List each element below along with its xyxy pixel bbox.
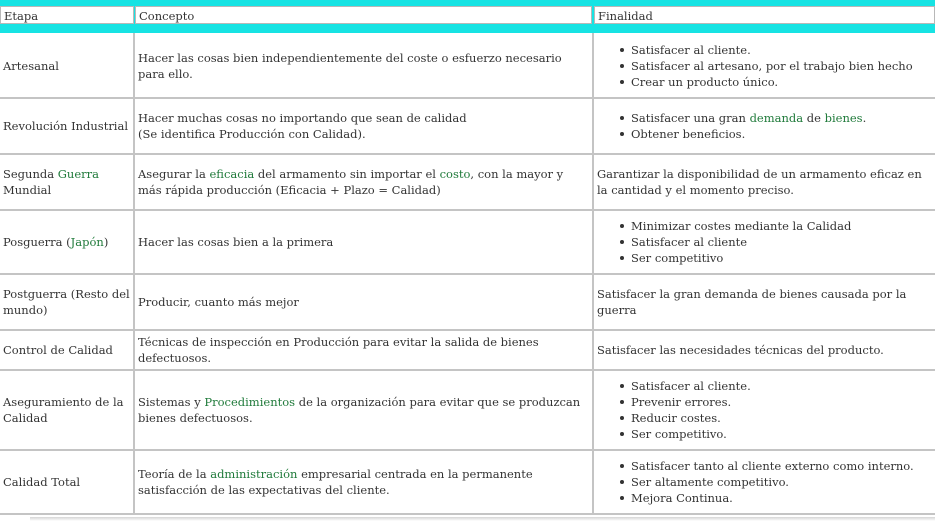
text: . bbox=[862, 111, 867, 125]
cell-concepto: Hacer las cosas bien a la primera bbox=[138, 235, 334, 249]
text: Mundial bbox=[3, 183, 52, 197]
text: Teoría de la bbox=[138, 467, 211, 481]
list-item bbox=[631, 110, 866, 126]
link-costo[interactable]: costo bbox=[439, 167, 471, 181]
list-item: Satisfacer al cliente bbox=[631, 234, 851, 250]
cell-etapa: Calidad Total bbox=[3, 475, 81, 489]
text: Asegurar la bbox=[138, 167, 210, 181]
cell-finalidad bbox=[594, 451, 935, 513]
cell-concepto: Técnicas de inspección en Producción para evitar la salida de bienes defectuosos. bbox=[138, 335, 539, 365]
list-item: Satisfacer tanto al cliente externo como interno. bbox=[631, 459, 914, 473]
concepto-line: Hacer muchas cosas no importando que sean de calidad bbox=[138, 111, 467, 125]
link-demanda[interactable]: demanda bbox=[749, 111, 804, 125]
link-bienes[interactable]: bienes bbox=[824, 111, 863, 125]
header-finalidad: Finalidad bbox=[594, 6, 935, 24]
link-eficacia[interactable]: eficacia bbox=[209, 167, 255, 181]
cell-etapa bbox=[0, 211, 133, 273]
cell-finalidad: Garantizar la disponibilidad de un armamento eficaz en la cantidad y el momento preciso. bbox=[597, 167, 922, 197]
list-item: Satisfacer al cliente. bbox=[631, 42, 913, 58]
link-procedimientos[interactable]: Procedimientos bbox=[204, 395, 296, 409]
cell-etapa: Postguerra (Resto del mundo) bbox=[3, 287, 130, 317]
list-item: Ser competitivo. bbox=[631, 426, 751, 442]
list-item: Minimizar costes mediante la Calidad bbox=[631, 219, 852, 233]
list-item: Reducir costes. bbox=[631, 410, 751, 426]
cell-concepto bbox=[135, 155, 592, 209]
cell-finalidad bbox=[594, 211, 935, 273]
cell-etapa: Aseguramiento de la Calidad bbox=[3, 395, 124, 425]
text: del armamento sin importar el bbox=[254, 167, 440, 181]
link-administracion[interactable]: administración bbox=[210, 467, 298, 481]
text: empresarial centrada en la permanente satisfacción de las expectativas del cliente. bbox=[138, 467, 533, 497]
table-bottom-shadow bbox=[30, 517, 935, 521]
cell-finalidad: Satisfacer las necesidades técnicas del producto. bbox=[597, 343, 884, 357]
cell-concepto: Hacer las cosas bien independientemente del coste o esfuerzo necesario para ello. bbox=[138, 51, 562, 81]
cell-finalidad bbox=[594, 371, 935, 449]
text: , con la mayor y más rápida producción (Eficacia + Plazo = Calidad) bbox=[138, 167, 564, 197]
list-item: Satisfacer al cliente. bbox=[631, 379, 751, 393]
list-item: Crear un producto único. bbox=[631, 74, 913, 90]
header-etapa: Etapa bbox=[0, 6, 134, 24]
cell-etapa bbox=[0, 155, 133, 209]
cell-concepto bbox=[135, 371, 592, 449]
link-guerra[interactable]: Guerra bbox=[57, 167, 99, 181]
cell-concepto bbox=[135, 451, 592, 513]
text: Sistemas y bbox=[138, 395, 205, 409]
text: de la organización para evitar que se produzcan bienes defectuosos. bbox=[138, 395, 581, 425]
text: de bbox=[803, 111, 825, 125]
header-concepto: Concepto bbox=[135, 6, 592, 24]
list-item: Ser altamente competitivo. bbox=[631, 474, 914, 490]
cell-concepto bbox=[135, 99, 592, 153]
cell-concepto: Producir, cuanto más mejor bbox=[138, 295, 299, 309]
cell-finalidad bbox=[594, 35, 935, 97]
text: Satisfacer una gran bbox=[631, 111, 750, 125]
list-item: Prevenir errores. bbox=[631, 394, 751, 410]
list-item: Ser competitivo bbox=[631, 250, 851, 266]
cell-finalidad: Satisfacer la gran demanda de bienes causada por la guerra bbox=[597, 287, 907, 317]
text: Posguerra ( bbox=[3, 235, 71, 249]
text: ) bbox=[103, 235, 109, 249]
table-header bbox=[0, 6, 935, 33]
cell-finalidad bbox=[594, 99, 935, 153]
cell-etapa: Artesanal bbox=[3, 59, 59, 73]
concepto-line: (Se identifica Producción con Calidad). bbox=[138, 127, 366, 141]
row-divider bbox=[0, 513, 935, 515]
cell-etapa: Revolución Industrial bbox=[3, 119, 129, 133]
cell-etapa: Control de Calidad bbox=[3, 343, 113, 357]
link-japon[interactable]: Japón bbox=[70, 235, 104, 249]
list-item: Satisfacer al artesano, por el trabajo bien hecho bbox=[631, 59, 913, 73]
list-item: Obtener beneficios. bbox=[631, 126, 866, 142]
text: Segunda bbox=[3, 167, 58, 181]
list-item: Mejora Continua. bbox=[631, 490, 914, 506]
